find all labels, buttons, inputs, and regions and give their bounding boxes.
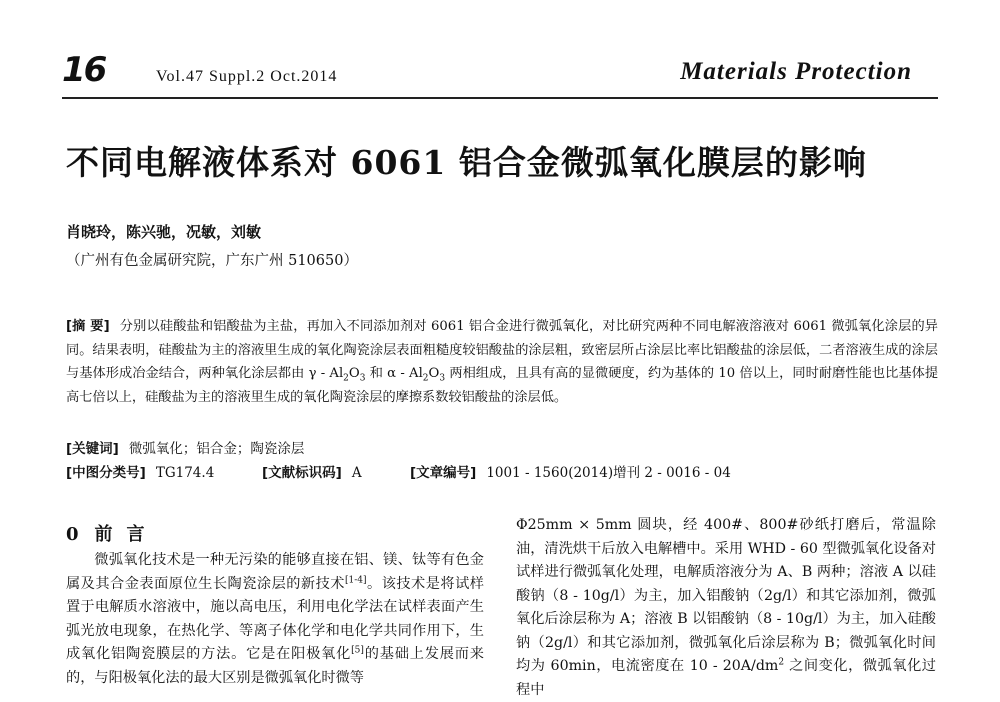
document-code — [262, 461, 410, 481]
abstract-text: 两相组成，且具有高的显微硬度，约为基体的 10 倍以上，同时耐磨性能也比基体提高七倍以上，硅酸盐为主的溶液里生成的氧化陶瓷涂层的摩擦系数较铝酸盐的涂层低。 — [66, 366, 939, 405]
article-value: 1001 - 1560(2014)增刊 2 - 0016 - 04 — [486, 465, 731, 481]
keywords-text: 微弧氧化；铝合金；陶瓷涂层 — [128, 441, 305, 457]
body-text: 的基础上发展而来的，与阳极氧化法的最大区别是微弧氧化时微等 — [66, 646, 484, 686]
abstract-text: 分别以硅酸盐和铝酸盐为主盐，再加入不同添加剂对 6061 铝合金进行微弧氧化，对比研究两种不同电解液溶液对 6061 微弧氧化涂层的异同。结果表明，硅酸盐为主的溶液里生成的氧化陶瓷涂层表面粗糙度较铝酸盐的涂层粗，致密层所占涂层比率比铝酸盐的涂层低，二者溶液生成的涂层与基体形成冶金结合，两种氧化涂层都由 γ - Al — [66, 319, 938, 381]
paper-title: 不同电解液体系对 6061 铝合金微弧氧化膜层的影响 — [66, 143, 867, 182]
section-number: 0 — [66, 524, 81, 545]
clc-code — [66, 461, 262, 481]
abstract-text: O — [348, 366, 360, 381]
abstract-sub: 3 — [439, 373, 446, 384]
abstract-text: O — [428, 366, 440, 381]
journal-name: Materials Protection — [680, 58, 912, 85]
abstract-sub: 2 — [422, 373, 429, 384]
doc-label: [文献标识码] — [262, 465, 342, 481]
body-text: 微弧氧化技术是一种无污染的能够直接在铝、镁、钛等有色金属及其合金表面原位生长陶瓷涂层的新技术 — [66, 552, 484, 592]
section-heading — [66, 520, 159, 546]
header-rule — [62, 97, 938, 99]
abstract-sub: 3 — [359, 373, 366, 384]
left-column — [66, 549, 484, 690]
clc-label: [中图分类号] — [66, 465, 146, 481]
abstract-label: [摘 要] — [66, 319, 110, 334]
article-number — [410, 461, 731, 481]
abstract — [66, 315, 938, 409]
authors: 肖晓玲，陈兴驰，况敏，刘敏 — [66, 223, 262, 241]
citation: [5] — [351, 645, 364, 656]
doc-value: A — [351, 465, 362, 481]
section-name: 前言 — [94, 524, 159, 545]
keywords — [66, 437, 304, 457]
body-text: 之间变化，微弧氧化过程中 — [516, 658, 936, 698]
abstract-text: 和 α - Al — [365, 366, 423, 381]
affiliation: （广州有色金属研究院，广东广州 510650） — [66, 253, 358, 269]
clc-value: TG174.4 — [155, 465, 215, 481]
article-label: [文章编号] — [410, 465, 477, 481]
issue-info: Vol.47 Suppl.2 Oct.2014 — [156, 68, 338, 85]
body-text: Φ25mm × 5mm 圆块，经 400#、800#砂纸打磨后，常温除油，清洗烘干后放入电解槽中。采用 WHD - 60 型微弧氧化设备对试样进行微弧氧化处理，电解质溶液分为 A、B 两种；溶液 A 以硅酸钠（8 - 10g/l）为主，加入铝酸钠（2g/l）和其它添加剂，微弧氧化后涂层称为 A；溶液 B 以铝酸钠（8 - 10g/l）为主，加入硅酸钠（2g/l）和其它添加剂，微弧氧化后涂层称为 B；微弧氧化时间均为 60min，电流密度在 10 - 20A/dm — [516, 517, 936, 674]
abstract-sub: 2 — [343, 373, 349, 384]
right-column — [516, 514, 936, 702]
keywords-label: [关键词] — [66, 441, 119, 457]
page-number: 16 — [62, 50, 106, 90]
superscript: 2 — [778, 657, 785, 668]
classification-line — [66, 461, 946, 481]
body-text: 。该技术是将试样置于电解质水溶液中，施以高电压，利用电化学法在试样表面产生弧光放电现象，在热化学、等离子体化学和电化学共同作用下，生成氧化铝陶瓷膜层的方法。它是在阳极氧化 — [66, 575, 484, 662]
citation: [1-4] — [345, 574, 367, 585]
